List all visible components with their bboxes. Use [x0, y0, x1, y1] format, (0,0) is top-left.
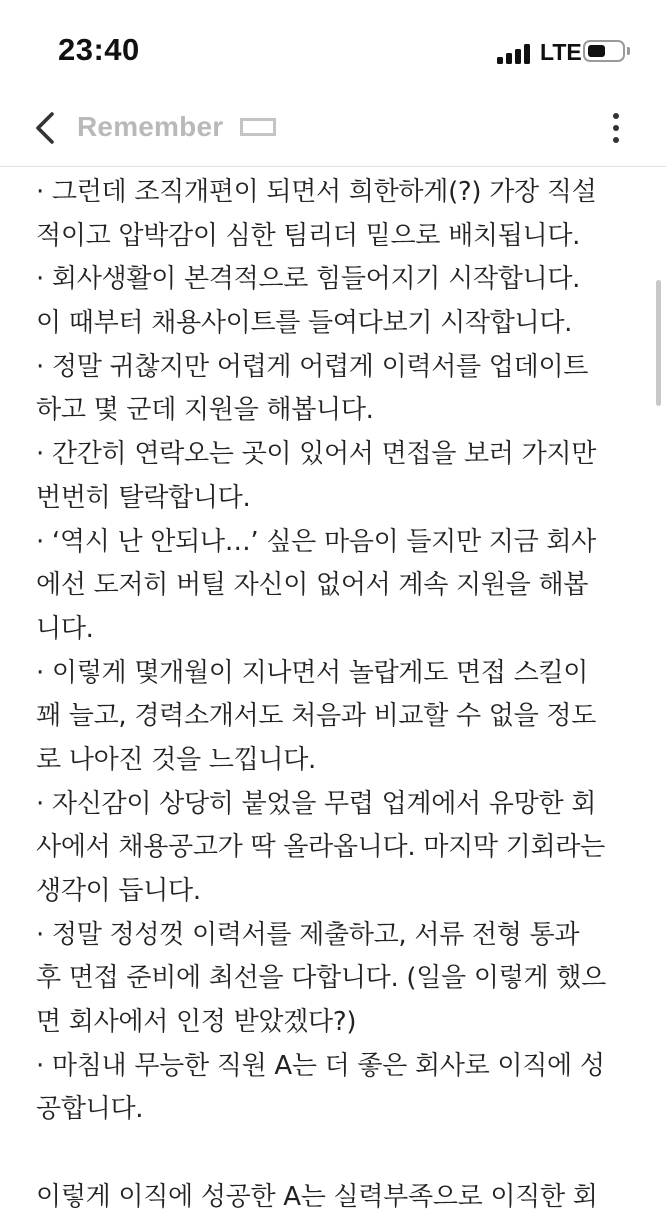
- article-line: · 마침내 무능한 직원 A는 더 좋은 회사로 이직에 성: [36, 1050, 605, 1081]
- article-line: 꽤 늘고, 경력소개서도 처음과 비교할 수 없을 정도: [36, 701, 597, 732]
- paragraph-break: [36, 1132, 636, 1176]
- article-line: · 회사생활이 본격적으로 힘들어지기 시작합니다.: [36, 264, 581, 295]
- article-line: 에선 도저히 버틸 자신이 없어서 계속 지원을 해봅: [36, 570, 589, 601]
- status-time: 23:40: [58, 32, 140, 67]
- article-line: 생각이 듭니다.: [36, 876, 201, 906]
- chevron-left-icon: [26, 108, 66, 148]
- battery-icon: [583, 40, 625, 62]
- article-line: 공합니다.: [36, 1094, 144, 1125]
- navigation-bar: [0, 100, 666, 167]
- article-line: 로 나아진 것을 느낍니다.: [36, 744, 317, 775]
- battery-tip: [627, 47, 630, 55]
- back-button[interactable]: [26, 108, 66, 148]
- cellular-signal-icon: [497, 42, 533, 64]
- box-outline-icon: [240, 118, 276, 136]
- article-line: 사에서 채용공고가 딱 올라옵니다. 마지막 기회라는: [36, 832, 605, 863]
- article-line: 적이고 압박감이 심한 팀리더 밑으로 배치됩니다.: [36, 220, 581, 251]
- scrollbar-thumb[interactable]: [656, 280, 661, 406]
- more-vertical-icon: [613, 113, 619, 119]
- article-line: · 간간히 연락오는 곳이 있어서 면접을 보러 가지만: [36, 439, 597, 470]
- article-line: 후 면접 준비에 최선을 다합니다. (일을 이렇게 했으: [36, 963, 606, 994]
- article-line: · 자신감이 상당히 붙었을 무렵 업계에서 유망한 회: [36, 788, 597, 819]
- article-line: 이렇게 이직에 성공한 A는 실력부족으로 이직한 회: [36, 1181, 598, 1212]
- article-line: · 정말 정성껏 이력서를 제출하고, 서류 전형 통과: [36, 919, 580, 950]
- article-line: · 그런데 조직개편이 되면서 희한하게(?) 가장 직설: [36, 177, 597, 207]
- article-line: 면 회사에서 인정 받았겠다?): [36, 1007, 357, 1038]
- article-line: 니다.: [36, 613, 94, 644]
- article-line: · 이렇게 몇개월이 지나면서 놀랍게도 면접 스킬이: [36, 657, 589, 688]
- article-body: [36, 171, 636, 1220]
- article-line: 하고 몇 군데 지원을 해봅니다.: [36, 395, 374, 426]
- article-line: 이 때부터 채용사이트를 들여다보기 시작합니다.: [36, 308, 573, 339]
- article-line: · 정말 귀찮지만 어렵게 어렵게 이력서를 업데이트: [36, 351, 589, 382]
- more-options-button[interactable]: [600, 108, 632, 148]
- article-line: 번번히 탈락합니다.: [36, 482, 251, 513]
- network-type-label: LTE: [540, 39, 582, 65]
- page-title: Remember: [77, 111, 224, 142]
- status-bar: [0, 0, 666, 100]
- article-line: · ‘역시 난 안되나…’ 싶은 마음이 들지만 지금 회사: [36, 526, 596, 557]
